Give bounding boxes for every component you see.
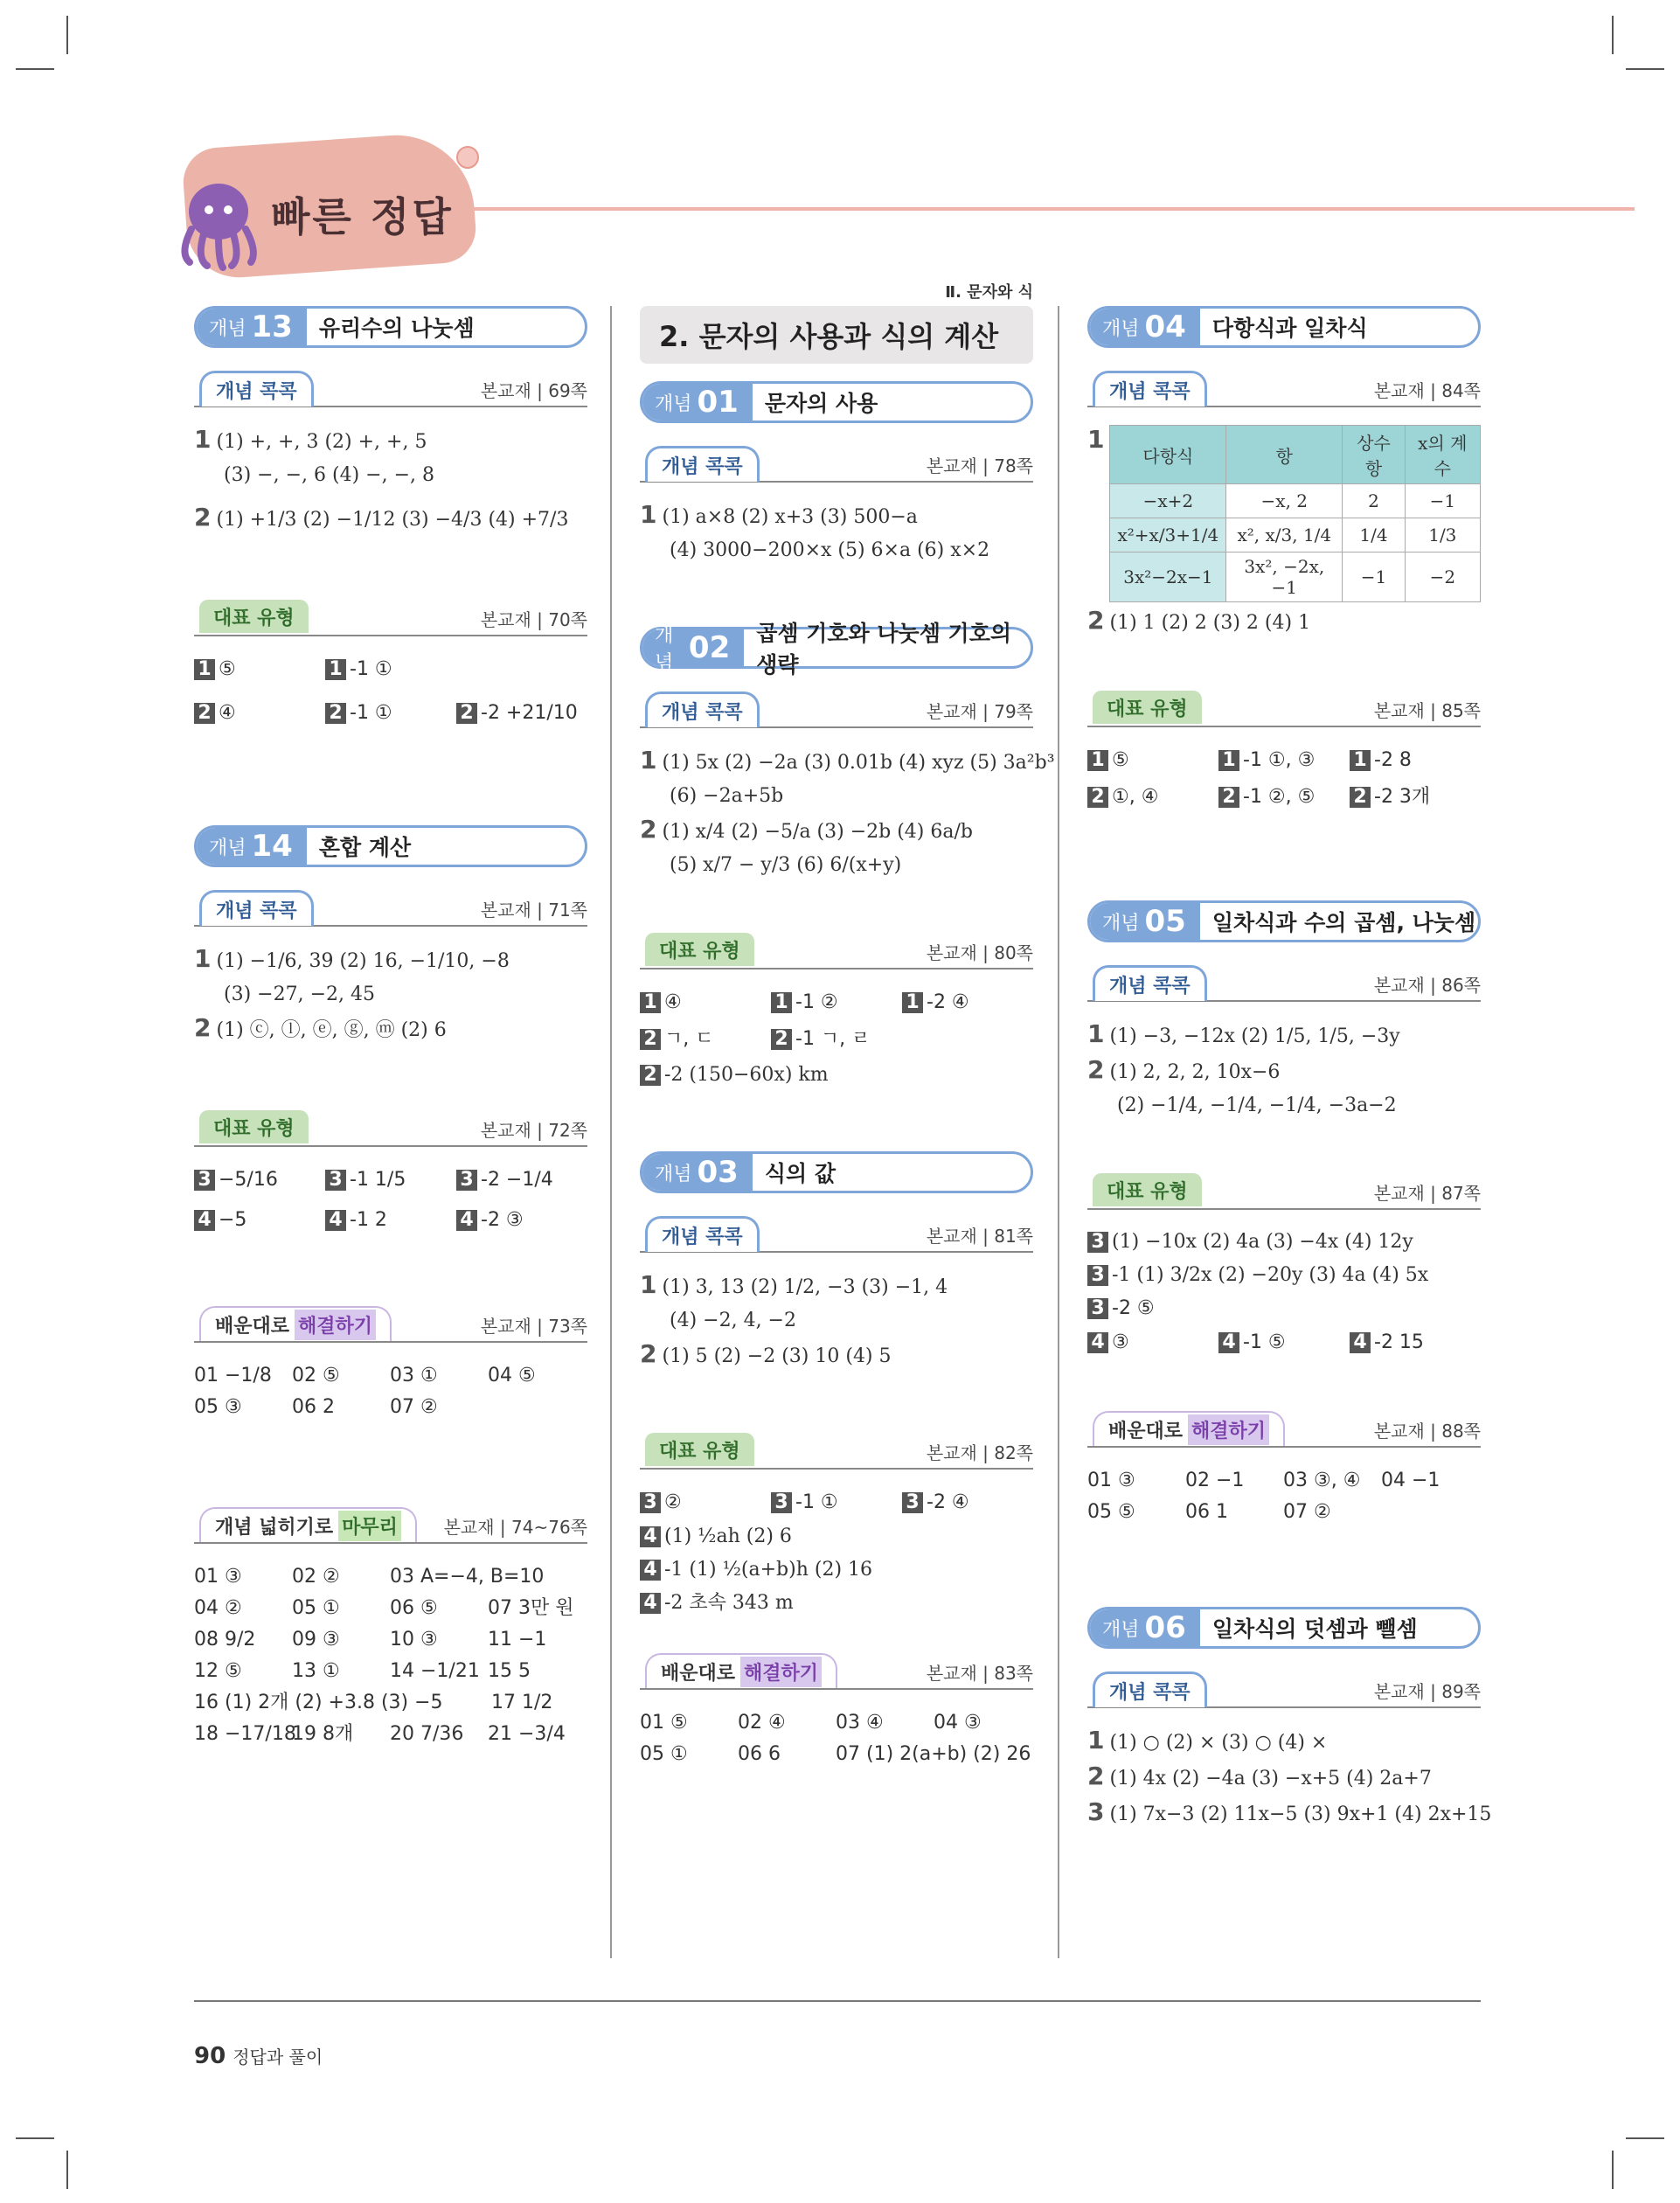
concept-03-header: 개념 03 식의 값 bbox=[640, 1151, 1033, 1193]
page-reference: 본교재 | 80쪽 bbox=[926, 942, 1033, 963]
answer-row: (2) −1/4, −1/4, −1/4, −3a−2 bbox=[1117, 1095, 1397, 1116]
answer-row: 2 (1) ⓒ, ⓛ, ⓔ, ⓖ, ⓜ (2) 6 bbox=[194, 1013, 447, 1042]
concept-13-header: 개념 13 유리수의 나눗셈 bbox=[194, 306, 587, 348]
concept-14-header: 개념 14 혼합 계산 bbox=[194, 825, 587, 867]
answer-row: 1 (1) 3, 13 (2) 1/2, −3 (3) −1, 4 bbox=[640, 1270, 948, 1299]
subsection-header: 대표 유형 본교재 | 72쪽 bbox=[194, 1110, 587, 1147]
wrap-up-answers: 01 ③ 02 ② 03 A=−4, B=10 04 ② 05 ① 06 ⑤ 07 3만 원 08 9/2 09 ③ 10 ③ 11 −1 12 ⑤ 13 ① 14 −1/21 15 5 16 (1) 2개 (2) +3.8 (3) −5 17 1/2 18 −17/18 19 8개 20 7/36 21 −3/4 bbox=[194, 1566, 574, 1745]
column-1 bbox=[194, 306, 587, 1750]
subsection-header: 배운대로 해결하기 본교재 | 73쪽 bbox=[194, 1306, 587, 1343]
page-reference: 본교재 | 74~76쪽 bbox=[443, 1517, 587, 1538]
answer-row: 2 (1) 4x (2) −4a (3) −x+5 (4) 2a+7 bbox=[1087, 1762, 1432, 1790]
answer-row: 3 -2 ⑤ bbox=[1087, 1294, 1481, 1324]
answer-row: 2 -2 (150−60x) km bbox=[640, 1060, 1033, 1090]
concept-05-header: 개념 05 일차식과 수의 곱셈, 나눗셈 bbox=[1087, 900, 1481, 942]
page-reference: 본교재 | 81쪽 bbox=[926, 1226, 1033, 1247]
page-reference: 본교재 | 88쪽 bbox=[1373, 1421, 1481, 1442]
octopus-icon bbox=[170, 175, 267, 271]
crop-mark bbox=[1626, 68, 1664, 70]
subsection-header: 대표 유형 본교재 | 87쪽 bbox=[1087, 1173, 1481, 1210]
concept-title: 다항식과 일차식 bbox=[1211, 316, 1368, 341]
answer-grid: 3 −5/16 3 -1 1/5 3 -2 −1/4 bbox=[194, 1164, 587, 1196]
answer-grid: 1 ⑤ 1 -1 ①, ③ 1 -2 8 bbox=[1087, 745, 1481, 776]
page-reference: 본교재 | 85쪽 bbox=[1373, 700, 1481, 721]
crop-mark bbox=[1612, 16, 1614, 54]
answer-row: 1 (1) ○ (2) × (3) ○ (4) × bbox=[1087, 1726, 1328, 1755]
concept-title: 일차식의 덧셈과 뺄셈 bbox=[1211, 1616, 1418, 1642]
concept-title: 문자의 사용 bbox=[764, 391, 878, 416]
column-divider bbox=[1058, 306, 1059, 1958]
answer-row: (3) −, −, 6 (4) −, −, 8 bbox=[224, 464, 434, 486]
footer-rule bbox=[194, 2000, 1481, 2002]
answer-row: 3 -1 (1) 3/2x (2) −20y (3) 4a (4) 5x bbox=[1087, 1261, 1481, 1290]
subsection-header: 개념 콕콕 본교재 | 81쪽 bbox=[640, 1216, 1033, 1253]
column-3 bbox=[1087, 306, 1492, 1833]
answer-row: 2 (1) +1/3 (2) −1/12 (3) −4/3 (4) +7/3 bbox=[194, 503, 569, 532]
crop-mark bbox=[16, 68, 54, 70]
page-reference: 본교재 | 82쪽 bbox=[926, 1442, 1033, 1463]
section-heading: 2. 문자의 사용과 식의 계산 Ⅱ. 문자와 식 bbox=[640, 306, 1033, 364]
footer-label: 정답과 풀이 bbox=[233, 2047, 323, 2067]
quiz-answers: 01 ⑤ 02 ④ 03 ④ 04 ③ 05 ① 06 6 07 (1) 2(a+b) (2) 26 bbox=[640, 1712, 1031, 1765]
answer-grid: 4 ③ 4 -1 ⑤ 4 -2 15 bbox=[1087, 1327, 1481, 1359]
answer-row: (3) −27, −2, 45 bbox=[224, 983, 375, 1005]
page-reference: 본교재 | 84쪽 bbox=[1373, 380, 1481, 401]
answer-row: 1 (1) a×8 (2) x+3 (3) 500−a bbox=[640, 500, 918, 529]
concept-01-header: 개념 01 문자의 사용 bbox=[640, 381, 1033, 423]
answer-grid: 2 ㄱ, ㄷ 2 -1 ㄱ, ㄹ bbox=[640, 1024, 1033, 1055]
page-reference: 본교재 | 69쪽 bbox=[480, 380, 587, 401]
page-title: 빠른 정답 bbox=[271, 193, 454, 240]
answer-grid: 1 ⑤ 1 -1 ① bbox=[194, 654, 587, 685]
answer-row: 3 (1) −10x (2) 4a (3) −4x (4) 12y bbox=[1087, 1227, 1481, 1257]
answer-row: 4 -1 (1) ½(a+b)h (2) 16 bbox=[640, 1555, 1033, 1585]
answer-row: 2 (1) 5 (2) −2 (3) 10 (4) 5 bbox=[640, 1339, 892, 1368]
answer-row: (6) −2a+5b bbox=[670, 785, 784, 807]
answer-row: 1 (1) −3, −12x (2) 1/5, 1/5, −3y bbox=[1087, 1019, 1400, 1048]
answer-row: (5) x/7 − y/3 (6) 6/(x+y) bbox=[670, 854, 902, 876]
page-number: 90 bbox=[194, 2043, 226, 2069]
answer-row: 2 (1) 1 (2) 2 (3) 2 (4) 1 bbox=[1087, 606, 1311, 635]
concept-title: 유리수의 나눗셈 bbox=[318, 316, 475, 341]
subsection-header: 개념 콕콕 본교재 | 71쪽 bbox=[194, 890, 587, 927]
answer-row: 1 (1) 5x (2) −2a (3) 0.01b (4) xyz (5) 3a²b³ bbox=[640, 746, 1055, 775]
page-reference: 본교재 | 70쪽 bbox=[480, 609, 587, 630]
concept-04-header: 개념 04 다항식과 일차식 bbox=[1087, 306, 1481, 348]
page-reference: 본교재 | 72쪽 bbox=[480, 1120, 587, 1141]
quiz-answers: 01 ③ 02 −1 03 ③, ④ 04 −1 05 ⑤ 06 1 07 ② bbox=[1087, 1470, 1440, 1523]
quiz-answers: 01 −1/8 02 ⑤ 03 ① 04 ⑤ 05 ③ 06 2 07 ② bbox=[194, 1365, 536, 1418]
subsection-header: 개념 넓히기로 마무리 본교재 | 74~76쪽 bbox=[194, 1507, 587, 1544]
answer-row: (4) −2, 4, −2 bbox=[670, 1310, 796, 1331]
sun-icon bbox=[450, 140, 485, 175]
subsection-header: 개념 콕콕 본교재 | 69쪽 bbox=[194, 371, 587, 407]
subsection-header: 배운대로 해결하기 본교재 | 88쪽 bbox=[1087, 1411, 1481, 1448]
subsection-header: 대표 유형 본교재 | 82쪽 bbox=[640, 1433, 1033, 1470]
polynomial-table: 다항식 항 상수항 x의 계수 −x+2 −x, 2 2 −1 x²+x/3+1/4 x², x/3, 1/4 1/4 1/3 3x²−2x−1 3x², −2x, −1 −1 −2 bbox=[1109, 425, 1481, 602]
answer-grid: 4 −5 4 -1 2 4 -2 ③ bbox=[194, 1205, 587, 1236]
footer bbox=[194, 2043, 323, 2069]
answer-row: 4 (1) ½ah (2) 6 bbox=[640, 1522, 1033, 1552]
concept-06-header: 개념 06 일차식의 덧셈과 뺄셈 bbox=[1087, 1607, 1481, 1649]
subsection-header: 개념 콕콕 본교재 | 78쪽 bbox=[640, 446, 1033, 483]
subsection-header: 대표 유형 본교재 | 80쪽 bbox=[640, 933, 1033, 969]
subsection-header: 개념 콕콕 본교재 | 79쪽 bbox=[640, 691, 1033, 728]
answer-row: 1 (1) +, +, 3 (2) +, +, 5 bbox=[194, 425, 427, 454]
subsection-header: 대표 유형 본교재 | 70쪽 bbox=[194, 600, 587, 636]
crop-mark bbox=[66, 2151, 68, 2189]
concept-title: 혼합 계산 bbox=[318, 835, 412, 860]
subsection-header: 대표 유형 본교재 | 85쪽 bbox=[1087, 691, 1481, 727]
answer-grid: 1 ④ 1 -1 ② 1 -2 ④ bbox=[640, 987, 1033, 1018]
header-rule bbox=[472, 207, 1635, 211]
subsection-header: 개념 콕콕 본교재 | 89쪽 bbox=[1087, 1671, 1481, 1708]
answer-grid: 2 ④ 2 -1 ① 2 -2 +21/10 bbox=[194, 698, 587, 729]
answer-row: 2 (1) 2, 2, 2, 10x−6 bbox=[1087, 1055, 1281, 1084]
answer-row: 3 (1) 7x−3 (2) 11x−5 (3) 9x+1 (4) 2x+15 bbox=[1087, 1797, 1492, 1826]
concept-title: 일차식과 수의 곱셈, 나눗셈 bbox=[1211, 910, 1476, 935]
page-reference: 본교재 | 86쪽 bbox=[1373, 975, 1481, 996]
concept-02-header: 개념 02 곱셈 기호와 나눗셈 기호의 생략 bbox=[640, 627, 1033, 669]
concept-title: 식의 값 bbox=[764, 1161, 836, 1186]
answer-row: 4 -2 초속 343 m bbox=[640, 1588, 1033, 1618]
column-divider bbox=[610, 306, 612, 1958]
page-reference: 본교재 | 79쪽 bbox=[926, 701, 1033, 722]
answer-grid: 3 ② 3 -1 ① 3 -2 ④ bbox=[640, 1487, 1033, 1518]
crop-mark bbox=[66, 16, 68, 54]
concept-title: 곱셈 기호와 나눗셈 기호의 생략 bbox=[756, 621, 1011, 678]
crop-mark bbox=[1612, 2151, 1614, 2189]
chapter-label: Ⅱ. 문자와 식 bbox=[945, 283, 1033, 302]
page-reference: 본교재 | 73쪽 bbox=[480, 1316, 587, 1337]
page-reference: 본교재 | 71쪽 bbox=[480, 900, 587, 921]
page-reference: 본교재 | 83쪽 bbox=[926, 1663, 1033, 1684]
column-2 bbox=[640, 283, 1055, 1770]
subsection-header: 개념 콕콕 본교재 | 84쪽 bbox=[1087, 371, 1481, 407]
answer-grid: 2 ①, ④ 2 -1 ②, ⑤ 2 -2 3개 bbox=[1087, 782, 1481, 813]
answer-row: (4) 3000−200×x (5) 6×a (6) x×2 bbox=[670, 539, 990, 561]
subsection-header: 개념 콕콕 본교재 | 86쪽 bbox=[1087, 965, 1481, 1002]
crop-mark bbox=[16, 2137, 54, 2139]
page-reference: 본교재 | 78쪽 bbox=[926, 455, 1033, 476]
answer-row: 1 (1) −1/6, 39 (2) 16, −1/10, −8 bbox=[194, 944, 510, 973]
page-reference: 본교재 | 87쪽 bbox=[1373, 1183, 1481, 1204]
crop-mark bbox=[1626, 2137, 1664, 2139]
page-reference: 본교재 | 89쪽 bbox=[1373, 1681, 1481, 1702]
answer-row: 2 (1) x/4 (2) −5/a (3) −2b (4) 6a/b bbox=[640, 815, 973, 844]
subsection-header: 배운대로 해결하기 본교재 | 83쪽 bbox=[640, 1653, 1033, 1690]
answer-row: 1 다항식 항 상수항 x의 계수 −x+2 −x, 2 2 −1 x²+x/3+1/4 x², x/3, 1/4 1/4 1/3 3x²−2x−1 3x², −2x, −1 −1 −2 bbox=[1087, 425, 1481, 602]
